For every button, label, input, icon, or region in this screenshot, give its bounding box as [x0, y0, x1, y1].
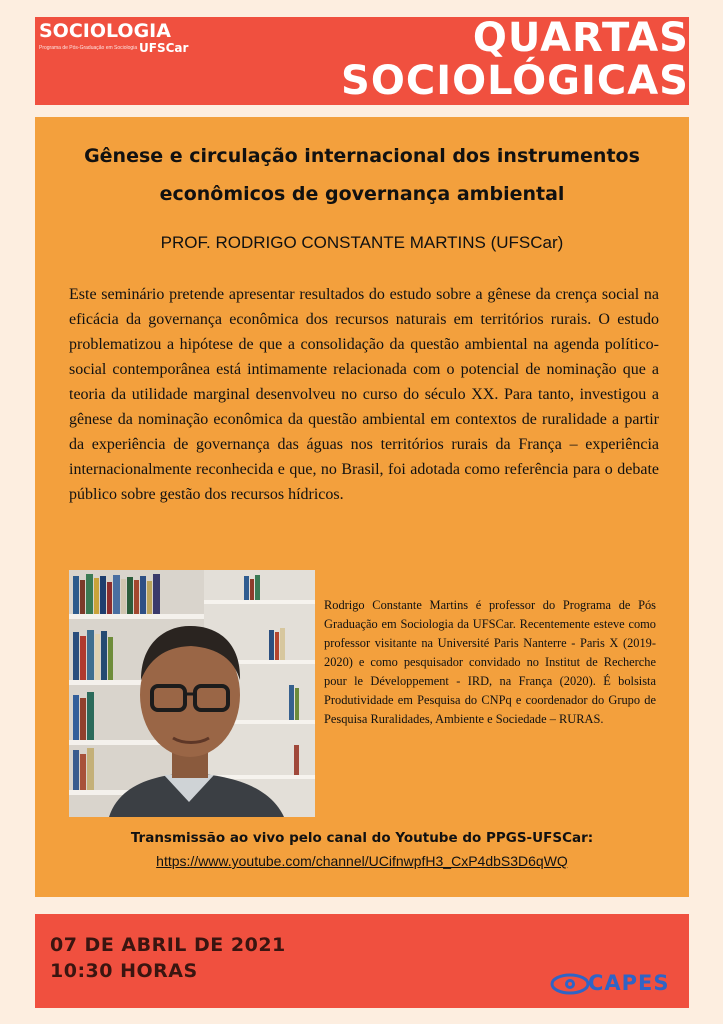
capes-eye-icon: [550, 972, 590, 996]
footer-banner: [35, 914, 689, 1008]
event-name-line2: SOCIOLÓGICAS: [341, 58, 689, 104]
youtube-channel-link[interactable]: https://www.youtube.com/channel/UCifnwpfH3_CxP4dbS3D6qWQ: [156, 853, 568, 869]
header-banner: [35, 17, 689, 105]
speaker-photo-illustration: [69, 570, 315, 817]
seminar-title-line1: Gênese e circulação internacional dos instrumentos: [84, 145, 640, 167]
event-name-line1: QUARTAS: [472, 15, 689, 61]
seminar-title: [35, 137, 689, 213]
main-panel: [35, 117, 689, 897]
speaker-photo: [69, 570, 315, 817]
abstract-text: Este seminário pretende apresentar resultados do estudo sobre a gênese da crença social na eficácia da governança econômica dos recursos naturais em territórios rurais. O estudo problematizou a hipótese de que a consolidação da questão ambiental na agenda político-social contemporânea está intimamente relacionada com o potencial de nominação que a teoria da utilidade marginal desenvolveu no curso do século XX. Para tanto, investigou a gênese da nominação econômica da questão ambiental em contextos de ruralidade a partir da experiência de governança das águas nos territórios rurais da França – experiência internacionalmente reconhecida e que, no Brasil, foi adotada como referência para o debate público sobre gestão dos recursos hídricos.: [69, 286, 659, 503]
speaker-bio: Rodrigo Constante Martins é professor do Programa de Pós Graduação em Sociologia da UFSCar. Recentemente esteve como professor visitante na Université Paris Nanterre - Paris X (2019-2020) e como pesquisador convidado no Institut de Recherche pour le Développement - IRD, na França (2020). É bolsista Produtividade em Pesquisa do CNPq e coordenador do Grupo de Pesquisa Ruralidades, Ambiente e Sociedade – RURAS.: [324, 598, 656, 726]
event-time: 10:30 HORAS: [50, 960, 198, 982]
capes-logo-text: CAPES: [588, 971, 670, 995]
program-logo: SOCIOLOGIA: [39, 20, 171, 42]
ufscar-logo-text: UFSCar: [139, 41, 189, 55]
program-logo-subtitle: Programa de Pós-Graduação em Sociologia: [39, 45, 138, 51]
speaker-name: PROF. RODRIGO CONSTANTE MARTINS (UFSCar): [160, 233, 564, 252]
event-date: 07 DE ABRIL DE 2021: [50, 934, 286, 956]
capes-logo: [550, 970, 685, 998]
seminar-title-line2: econômicos de governança ambiental: [159, 183, 565, 205]
event-name: [341, 17, 689, 103]
stream-label: Transmissão ao vivo pelo canal do Youtube do PPGS-UFSCar:: [130, 830, 594, 846]
